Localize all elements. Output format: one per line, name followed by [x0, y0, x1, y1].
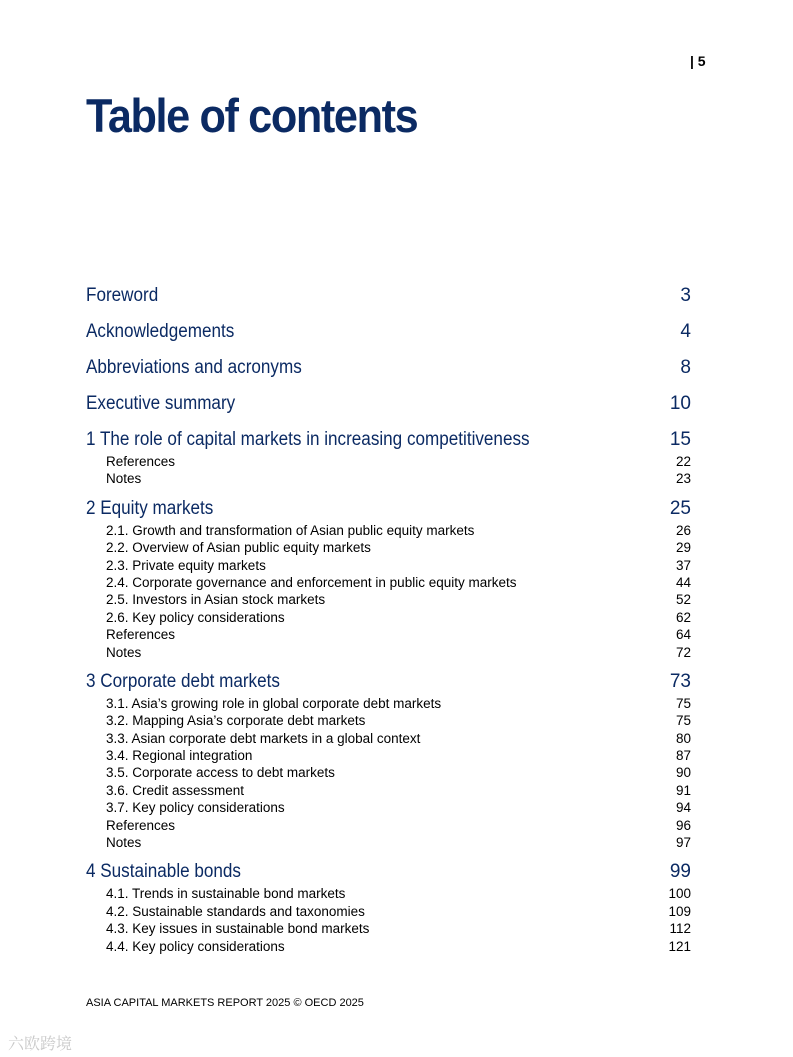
- toc-section-page: 62: [675, 609, 691, 625]
- toc-section-page: 80: [675, 730, 691, 746]
- toc-section-link[interactable]: [86, 574, 691, 591]
- toc-section-label: Notes: [106, 835, 142, 851]
- toc-section-page: 90: [675, 765, 691, 781]
- toc-section-label: 2.4. Corporate governance and enforcement in public equity markets: [106, 574, 517, 590]
- toc-chapter-page: 25: [669, 497, 691, 519]
- toc-chapter-page: 8: [680, 357, 691, 378]
- toc-section-link[interactable]: [86, 799, 691, 816]
- toc-chapter-link[interactable]: [86, 391, 691, 417]
- toc-section-page: 91: [675, 782, 691, 798]
- toc-entry: [86, 427, 691, 488]
- toc-section-link[interactable]: [86, 817, 691, 834]
- toc-chapter-label: Foreword: [86, 285, 159, 306]
- toc-section-label: 3.5. Corporate access to debt markets: [106, 765, 335, 781]
- toc-chapter-page: 4: [680, 321, 691, 342]
- toc-section-page: 96: [675, 817, 691, 833]
- toc-section-label: Notes: [106, 644, 142, 660]
- toc-entry: [86, 391, 691, 427]
- toc-section-label: 4.4. Key policy considerations: [106, 938, 285, 954]
- toc-entry: [86, 496, 691, 661]
- toc-section-link[interactable]: [86, 626, 691, 643]
- toc-section-page: 75: [675, 695, 691, 711]
- toc-section-page: 37: [675, 557, 691, 573]
- page-title: Table of contents: [86, 89, 418, 142]
- toc-section-label: 3.4. Regional integration: [106, 748, 253, 764]
- toc-section-page: 75: [675, 713, 691, 729]
- toc-chapter-page: 15: [669, 429, 691, 450]
- toc-section-link[interactable]: [86, 834, 691, 851]
- toc-entry: [86, 859, 691, 955]
- toc-section-link[interactable]: [86, 522, 691, 539]
- toc-section-link[interactable]: [86, 730, 691, 747]
- toc-chapter-page: 99: [669, 861, 691, 883]
- page-number: | 5: [690, 53, 706, 69]
- toc-section-link[interactable]: [86, 453, 691, 470]
- toc-chapter-link[interactable]: [86, 427, 691, 453]
- footer-text: ASIA CAPITAL MARKETS REPORT 2025 © OECD 2025: [86, 997, 364, 1009]
- toc-section-label: 2.3. Private equity markets: [106, 557, 266, 573]
- toc-section-page: 100: [668, 886, 691, 902]
- toc-section-label: References: [106, 454, 176, 469]
- toc-section-link[interactable]: [86, 609, 691, 626]
- toc-section-page: 121: [668, 938, 691, 954]
- toc-section-page: 23: [675, 471, 691, 487]
- toc-section-page: 29: [675, 540, 691, 556]
- toc-section-link[interactable]: [86, 764, 691, 781]
- toc-section-link[interactable]: [86, 885, 691, 902]
- toc-section-page: 87: [675, 748, 691, 764]
- toc-section-label: 3.2. Mapping Asia’s corporate debt markets: [106, 713, 366, 729]
- toc-section-label: 4.2. Sustainable standards and taxonomies: [106, 903, 365, 919]
- toc-section-label: 3.3. Asian corporate debt markets in a global context: [106, 730, 421, 746]
- toc-section-link[interactable]: [86, 644, 691, 661]
- toc-chapter-label: 4 Sustainable bonds: [86, 861, 241, 883]
- toc-chapter-link[interactable]: [86, 319, 691, 345]
- toc-section-page: 109: [668, 903, 691, 919]
- toc-section-page: 94: [675, 800, 691, 816]
- toc-section-label: 3.7. Key policy considerations: [106, 800, 285, 816]
- table-of-contents: [86, 283, 691, 963]
- toc-section-label: 4.1. Trends in sustainable bond markets: [106, 886, 346, 902]
- toc-section-link[interactable]: [86, 470, 691, 487]
- toc-chapter-link[interactable]: [86, 283, 691, 309]
- toc-chapter-label: 1 The role of capital markets in increasing competitiveness: [86, 429, 530, 450]
- toc-chapter-link[interactable]: [86, 355, 691, 381]
- toc-section-label: 2.6. Key policy considerations: [106, 609, 285, 625]
- toc-section-link[interactable]: [86, 903, 691, 920]
- toc-chapter-label: 3 Corporate debt markets: [86, 670, 280, 692]
- toc-section-label: 2.1. Growth and transformation of Asian public equity markets: [106, 522, 475, 538]
- toc-entry: [86, 355, 691, 391]
- toc-chapter-label: Executive summary: [86, 393, 236, 414]
- toc-entry: [86, 669, 691, 852]
- toc-chapter-page: 3: [680, 285, 691, 306]
- toc-chapter-label: Acknowledgements: [86, 321, 235, 342]
- toc-section-page: 52: [675, 592, 691, 608]
- toc-section-label: 2.2. Overview of Asian public equity markets: [106, 540, 371, 556]
- toc-section-link[interactable]: [86, 712, 691, 729]
- toc-section-link[interactable]: [86, 747, 691, 764]
- toc-section-page: 22: [675, 454, 691, 469]
- toc-section-link[interactable]: [86, 539, 691, 556]
- toc-chapter-link[interactable]: [86, 669, 691, 695]
- toc-section-page: 26: [675, 522, 691, 538]
- toc-chapter-label: Abbreviations and acronyms: [86, 357, 302, 378]
- toc-chapter-link[interactable]: [86, 859, 691, 885]
- toc-section-page: 97: [675, 835, 691, 851]
- toc-section-label: 4.3. Key issues in sustainable bond markets: [106, 921, 370, 937]
- toc-section-label: 3.1. Asia’s growing role in global corporate debt markets: [106, 695, 442, 711]
- toc-section-label: References: [106, 627, 176, 643]
- toc-chapter-page: 10: [669, 393, 691, 414]
- toc-section-page: 64: [675, 627, 691, 643]
- toc-section-link[interactable]: [86, 695, 691, 712]
- toc-section-link[interactable]: [86, 782, 691, 799]
- toc-section-page: 72: [675, 644, 691, 660]
- toc-chapter-label: 2 Equity markets: [86, 497, 214, 519]
- toc-section-label: 3.6. Credit assessment: [106, 782, 245, 798]
- toc-section-page: 112: [669, 921, 691, 937]
- toc-section-link[interactable]: [86, 557, 691, 574]
- toc-section-link[interactable]: [86, 920, 691, 937]
- toc-chapter-link[interactable]: [86, 496, 691, 522]
- watermark: 六欧跨境: [8, 1036, 73, 1053]
- toc-section-link[interactable]: [86, 591, 691, 608]
- toc-entry: [86, 283, 691, 319]
- toc-chapter-page: 73: [669, 670, 691, 692]
- toc-section-label: 2.5. Investors in Asian stock markets: [106, 592, 326, 608]
- toc-section-label: References: [106, 817, 176, 833]
- toc-section-link[interactable]: [86, 938, 691, 955]
- toc-entry: [86, 319, 691, 355]
- toc-section-page: 44: [675, 574, 691, 590]
- toc-section-label: Notes: [106, 471, 142, 487]
